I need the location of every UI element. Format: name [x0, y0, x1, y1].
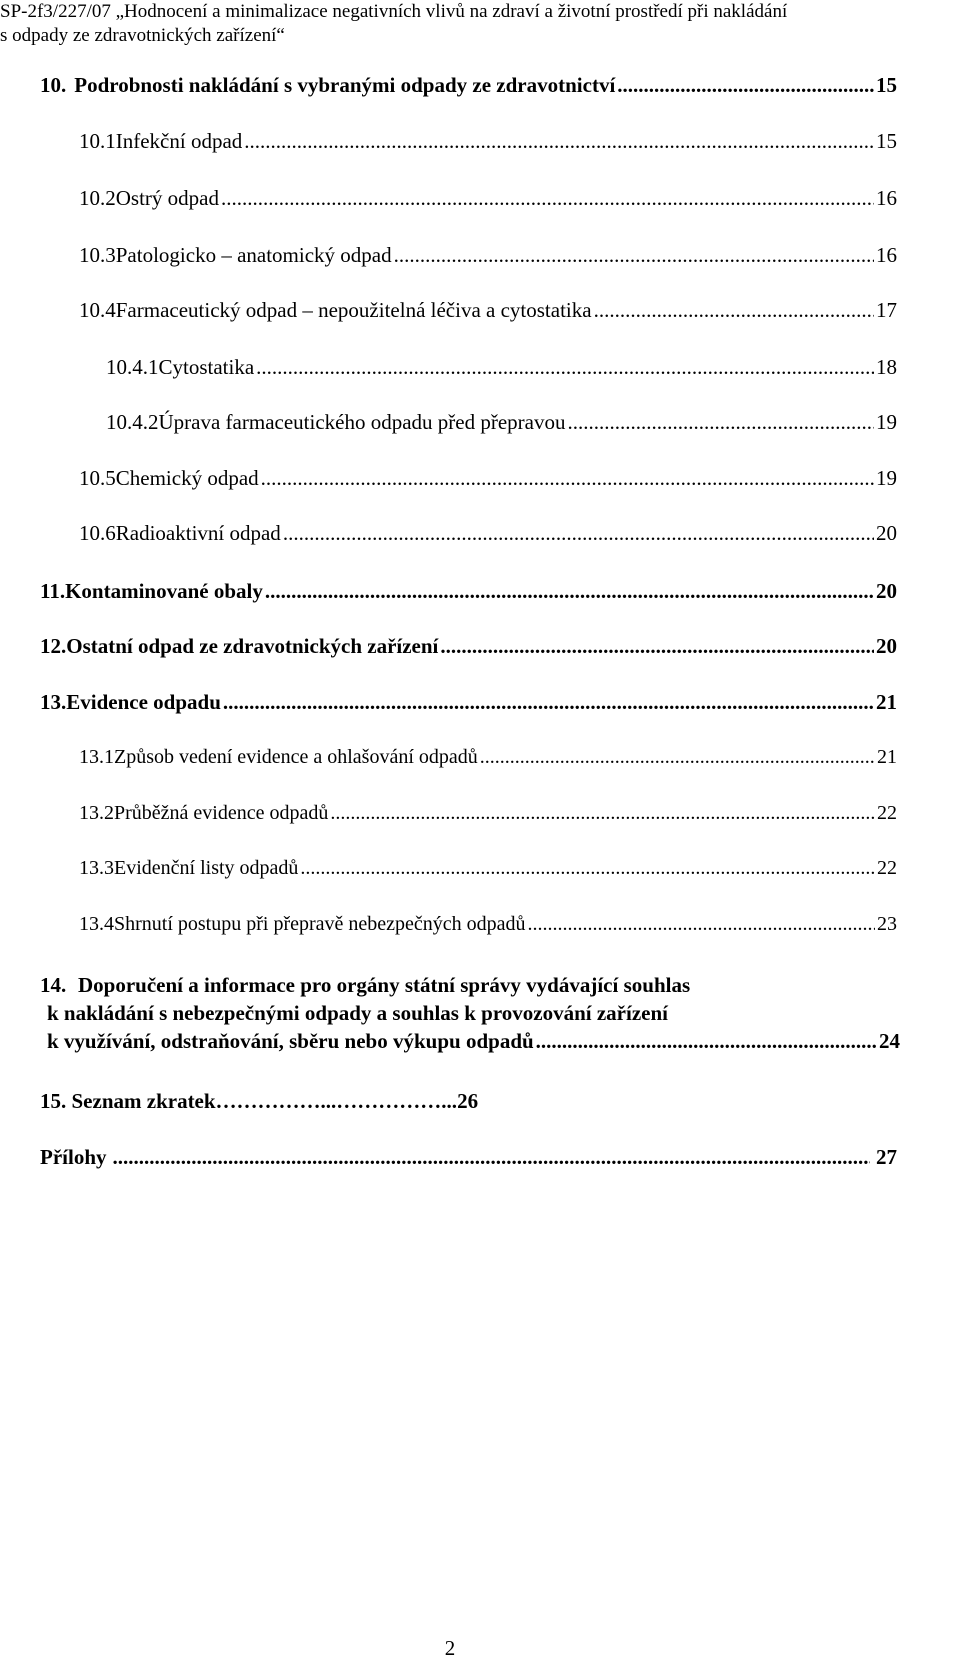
header-line-1: SP-2f3/227/07 „Hodnocení a minimalizace negativních vlivů na zdraví a životní prostředí při nakládání — [0, 1, 788, 22]
toc-number: 10.5 — [79, 466, 116, 490]
toc-page: 20 — [876, 579, 897, 603]
toc-leader — [300, 857, 875, 880]
toc-number: 10.4.1 — [106, 355, 159, 379]
toc-title: Cytostatika — [158, 355, 255, 379]
toc-page: 15 — [876, 129, 897, 153]
toc-entry-10-4-2[interactable] — [0, 410, 960, 440]
toc-entry-10-2[interactable] — [0, 186, 960, 216]
toc-title-line-2: k nakládání s nebezpečnými odpady a souhlas k provozování zařízení — [47, 1001, 668, 1025]
toc-page: 27 — [876, 1145, 897, 1169]
toc-leader — [330, 802, 875, 825]
toc-title-line-3 — [40, 1027, 900, 1055]
toc-page: 23 — [877, 913, 897, 935]
toc-page: 22 — [877, 857, 897, 879]
toc-entry-10-3[interactable] — [0, 243, 960, 273]
toc-title: Přílohy — [40, 1145, 107, 1169]
toc-title: Chemický odpad — [115, 466, 259, 490]
toc-number: 10. — [40, 73, 67, 97]
toc-entry-10-1[interactable] — [0, 129, 960, 159]
toc-page: 21 — [876, 690, 897, 714]
toc-title: Kontaminované obaly — [65, 579, 263, 603]
toc-title: Farmaceutický odpad – nepoužitelná léčiva a cytostatika — [115, 298, 592, 322]
toc-number: 10.1 — [79, 129, 116, 153]
toc-number: 12. — [40, 634, 67, 658]
toc-title: Úprava farmaceutického odpadu před přepravou — [158, 410, 566, 434]
toc-entry-14[interactable] — [40, 971, 900, 1055]
toc-entry-13-1[interactable] — [0, 746, 960, 776]
toc-leader — [536, 1027, 877, 1055]
toc-page: 16 — [876, 186, 897, 210]
toc-page: 26 — [457, 1089, 479, 1113]
toc-page: 17 — [876, 298, 897, 322]
toc-number: 13.1 — [79, 746, 114, 768]
toc-leader — [256, 355, 874, 380]
toc-title: Způsob vedení evidence a ohlašování odpadů — [114, 746, 478, 768]
toc-number: 10.2 — [79, 186, 116, 210]
toc-entry-13-2[interactable] — [0, 802, 960, 832]
toc-entry-10-4[interactable] — [0, 298, 960, 328]
toc-leader — [567, 410, 874, 435]
toc-entry-10-6[interactable] — [0, 521, 960, 551]
toc-number: 10.4.2 — [106, 410, 159, 434]
toc-leader — [265, 579, 874, 604]
toc-leader — [617, 73, 874, 98]
toc-entry-10-4-1[interactable] — [0, 355, 960, 385]
toc-entry-15[interactable] — [0, 1089, 960, 1119]
toc-title: Evidence odpadu — [66, 690, 221, 714]
toc-number: 10.3 — [79, 243, 116, 267]
toc-page: 21 — [877, 746, 897, 768]
toc-entry-12[interactable] — [0, 634, 960, 664]
toc-leader — [594, 298, 874, 323]
toc-page: 15 — [876, 73, 897, 97]
toc-leader — [244, 129, 874, 154]
toc-title-line-1 — [40, 971, 900, 999]
toc-leader — [283, 521, 874, 546]
toc-leader — [113, 1145, 871, 1170]
toc-leader — [223, 690, 874, 715]
toc-title: Infekční odpad — [115, 129, 243, 153]
toc-title: Evidenční listy odpadů — [114, 857, 299, 879]
toc-number: 10.4 — [79, 298, 116, 322]
toc-entry-10-5[interactable] — [0, 466, 960, 496]
toc-page: 16 — [876, 243, 897, 267]
toc-number: 13.4 — [79, 913, 114, 935]
toc-leader — [528, 913, 875, 936]
toc-number: 10.6 — [79, 521, 116, 545]
toc-number: 14. — [40, 973, 67, 997]
toc-leader — [221, 186, 874, 211]
toc-title: k využívání, odstraňování, sběru nebo výkupu odpadů — [47, 1029, 534, 1053]
toc-entry-10[interactable] — [0, 73, 960, 103]
toc-number: 13.2 — [79, 802, 114, 824]
toc-title: Shrnutí postupu při přepravě nebezpečných odpadů — [114, 913, 526, 935]
toc-entry-prilohy[interactable] — [0, 1145, 960, 1175]
toc-title: 15. Seznam zkratek……………...……………... — [40, 1089, 458, 1113]
toc-page: 19 — [876, 466, 897, 490]
toc-leader — [261, 466, 874, 491]
toc-leader — [394, 243, 874, 268]
toc-page: 20 — [876, 634, 897, 658]
toc-title: Doporučení a informace pro orgány státní správy vydávající souhlas — [78, 973, 691, 997]
toc-title: Podrobnosti nakládání s vybranými odpady ze zdravotnictví — [74, 73, 616, 97]
toc-number: 13. — [40, 690, 67, 714]
toc-title: Průběžná evidence odpadů — [114, 802, 329, 824]
toc-title: Ostatní odpad ze zdravotnických zařízení — [66, 634, 439, 658]
toc-leader — [440, 634, 874, 659]
toc-title: Patologicko – anatomický odpad — [115, 243, 392, 267]
toc-page: 19 — [876, 410, 897, 434]
toc-number: 11. — [40, 579, 66, 603]
toc-title: Ostrý odpad — [115, 186, 219, 210]
toc-entry-13-3[interactable] — [0, 857, 960, 887]
toc-page: 18 — [876, 355, 897, 379]
toc-leader — [480, 746, 875, 769]
toc-title: Radioaktivní odpad — [115, 521, 281, 545]
toc-entry-13-4[interactable] — [0, 913, 960, 943]
toc-page: 20 — [876, 521, 897, 545]
toc-entry-11[interactable] — [0, 579, 960, 609]
toc-page: 24 — [879, 1029, 900, 1053]
toc-entry-13[interactable] — [0, 690, 960, 720]
toc-page: 22 — [877, 802, 897, 824]
toc-number: 13.3 — [79, 857, 114, 879]
header-line-2: s odpady ze zdravotnických zařízení“ — [0, 25, 285, 46]
page-number: 2 — [444, 1636, 456, 1660]
